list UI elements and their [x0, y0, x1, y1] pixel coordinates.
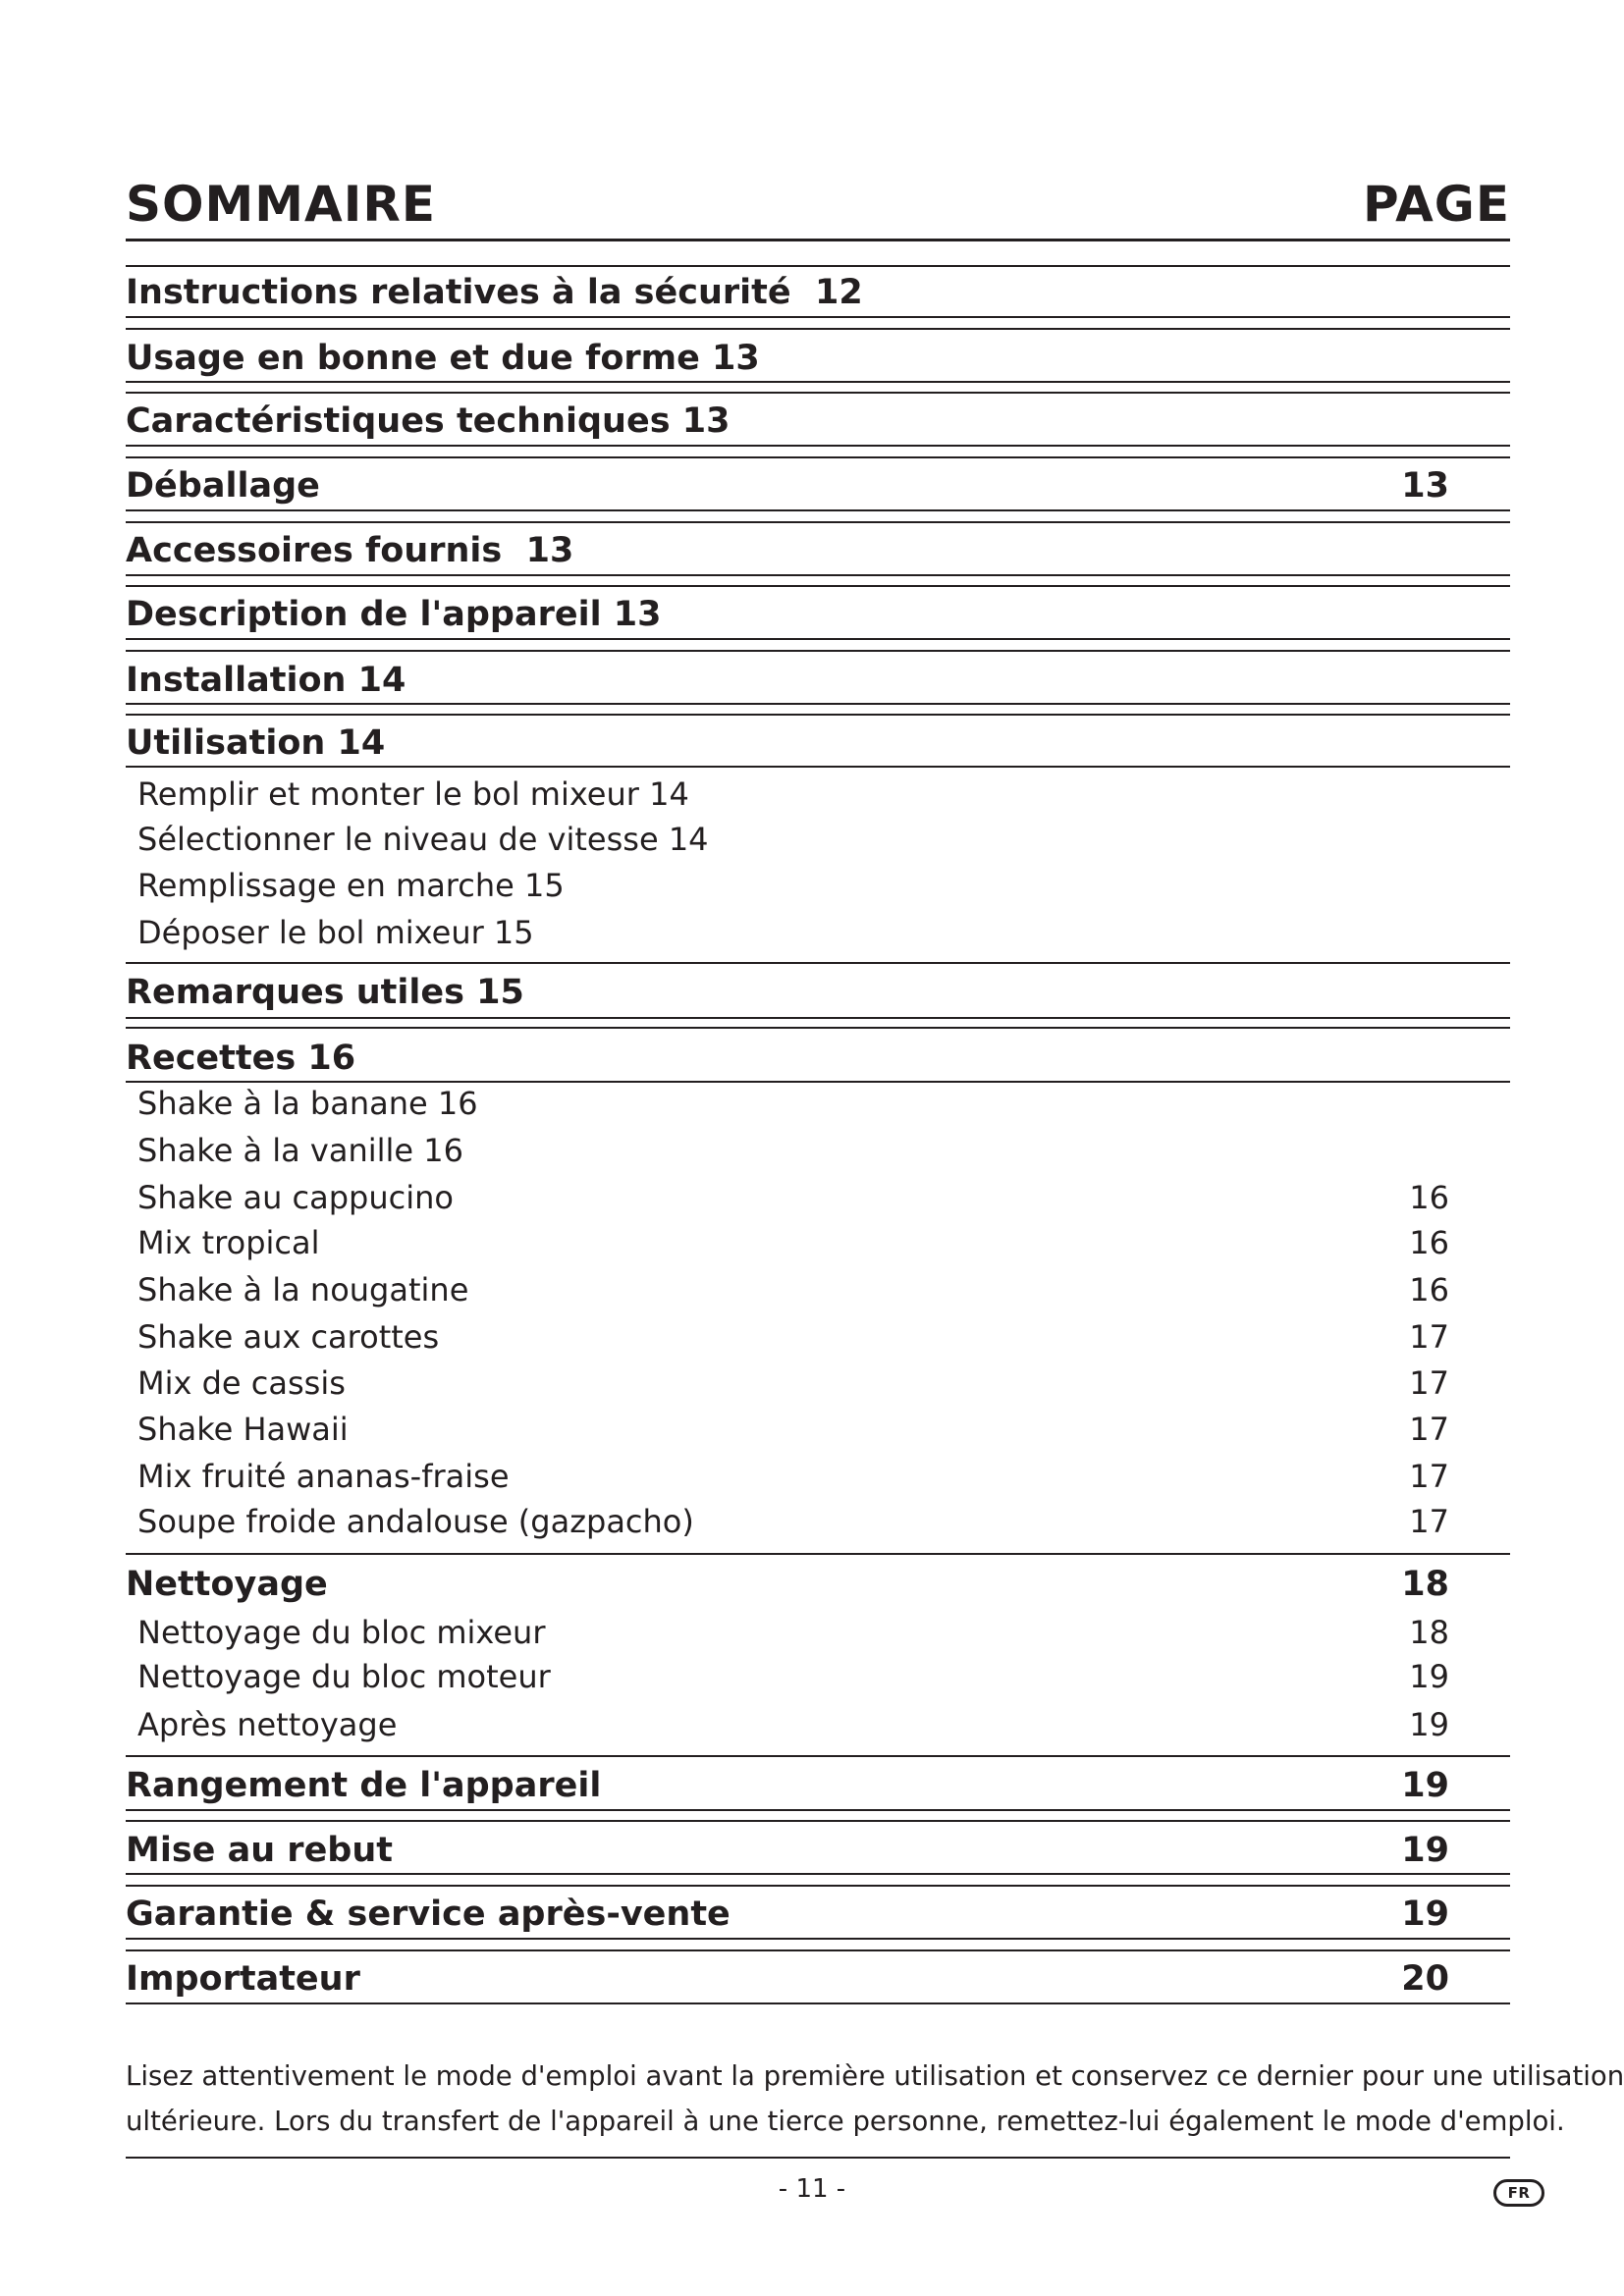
toc-subentry[interactable]: [126, 1131, 1510, 1170]
entry-title: Nettoyage: [126, 1565, 328, 1604]
entry-page: 19: [1401, 1766, 1449, 1805]
entry-title: Installation 14: [126, 661, 406, 700]
entry-page: 20: [1401, 1959, 1449, 1999]
divider: [126, 638, 1510, 640]
toc-entry-description[interactable]: [126, 592, 1510, 637]
divider: [126, 509, 1510, 511]
toc-header: [126, 169, 1510, 240]
entry-title: Usage en bonne et due forme 13: [126, 339, 760, 378]
entry-title: Utilisation 14: [126, 723, 386, 763]
usage-note: [126, 2054, 1624, 2144]
toc-entry-securite[interactable]: [126, 270, 1510, 315]
entry-page: 17: [1409, 1411, 1449, 1448]
entry-page: 18: [1409, 1614, 1449, 1651]
divider: [126, 392, 1510, 394]
entry-page: 17: [1409, 1503, 1449, 1540]
divider: [126, 650, 1510, 652]
divider: [126, 714, 1510, 716]
toc-subentry[interactable]: [126, 1084, 1510, 1123]
toc-title: SOMMAIRE: [126, 176, 436, 233]
entry-title: Shake au cappucino: [137, 1179, 454, 1216]
toc-subentry[interactable]: [126, 774, 1510, 814]
usage-note-line-2: ultérieure. Lors du transfert de l'appareil à une tierce personne, remettez-lui également le mode d'emploi.: [126, 2106, 1565, 2137]
divider: [126, 1820, 1510, 1822]
toc-subentry[interactable]: [126, 1502, 1510, 1541]
toc-entry-importateur[interactable]: [126, 1956, 1510, 2002]
entry-page: 17: [1409, 1364, 1449, 1402]
entry-title: Nettoyage du bloc mixeur: [137, 1614, 546, 1651]
toc-entry-nettoyage[interactable]: [126, 1562, 1510, 1607]
divider: [126, 445, 1510, 447]
entry-title: Déballage: [126, 466, 320, 506]
divider: [126, 1553, 1510, 1555]
divider: [126, 2002, 1510, 2004]
entry-page: 18: [1401, 1565, 1449, 1604]
toc-subentry[interactable]: [126, 1705, 1510, 1744]
footer-rule: [126, 2157, 1510, 2159]
divider: [126, 1017, 1510, 1019]
entry-title: Mix de cassis: [137, 1364, 346, 1402]
toc-subentry[interactable]: [126, 1317, 1510, 1357]
divider: [126, 766, 1510, 768]
entry-page: 16: [1409, 1271, 1449, 1308]
toc-entry-deballage[interactable]: [126, 463, 1510, 508]
page-column-label: PAGE: [1363, 176, 1510, 233]
toc-subentry[interactable]: [126, 866, 1510, 905]
divider: [126, 521, 1510, 523]
entry-title: Accessoires fournis 13: [126, 531, 574, 570]
divider: [126, 1938, 1510, 1940]
toc-subentry[interactable]: [126, 913, 1510, 952]
toc-subentry[interactable]: [126, 1178, 1510, 1217]
usage-note-line-1: Lisez attentivement le mode d'emploi avant la première utilisation et conservez ce dernier pour une utilisation: [126, 2060, 1624, 2092]
divider: [126, 1885, 1510, 1887]
toc-entry-rangement[interactable]: [126, 1763, 1510, 1808]
language-badge: FR: [1493, 2179, 1544, 2207]
entry-title: Importateur: [126, 1959, 360, 1999]
entry-title: Soupe froide andalouse (gazpacho): [137, 1503, 694, 1540]
toc-entry-caracteristiques[interactable]: [126, 399, 1510, 444]
divider: [126, 456, 1510, 458]
toc-subentry[interactable]: [126, 1363, 1510, 1403]
entry-title: Shake à la banane 16: [137, 1085, 478, 1122]
entry-title: Après nettoyage: [137, 1706, 398, 1743]
entry-page: 13: [1401, 466, 1449, 506]
entry-title: Shake aux carottes: [137, 1318, 440, 1356]
entry-title: Caractéristiques techniques 13: [126, 401, 731, 441]
toc-entry-usage[interactable]: [126, 336, 1510, 381]
page-number: - 11 -: [778, 2174, 846, 2204]
divider: [126, 1081, 1510, 1083]
entry-title: Garantie & service après-vente: [126, 1895, 731, 1934]
divider: [126, 703, 1510, 705]
entry-title: Remarques utiles 15: [126, 973, 524, 1012]
toc-entry-installation[interactable]: [126, 658, 1510, 703]
divider: [126, 1755, 1510, 1757]
header-rule: [126, 239, 1510, 241]
divider: [126, 328, 1510, 330]
toc-subentry[interactable]: [126, 1613, 1510, 1652]
toc-subentry[interactable]: [126, 1270, 1510, 1309]
toc-subentry[interactable]: [126, 820, 1510, 859]
toc-entry-accessoires[interactable]: [126, 528, 1510, 573]
toc-subentry[interactable]: [126, 1223, 1510, 1262]
toc-entry-remarques[interactable]: [126, 970, 1510, 1015]
divider: [126, 1809, 1510, 1811]
entry-title: Nettoyage du bloc moteur: [137, 1658, 551, 1695]
entry-title: Shake Hawaii: [137, 1411, 349, 1448]
divider: [126, 585, 1510, 587]
entry-page: 17: [1409, 1458, 1449, 1495]
entry-title: Shake à la nougatine: [137, 1271, 469, 1308]
entry-title: Sélectionner le niveau de vitesse 14: [137, 821, 709, 858]
toc-entry-recettes[interactable]: [126, 1036, 1510, 1081]
entry-title: Remplir et monter le bol mixeur 14: [137, 775, 689, 813]
entry-title: Mise au rebut: [126, 1831, 394, 1870]
entry-title: Remplissage en marche 15: [137, 867, 565, 904]
entry-page: 19: [1401, 1831, 1449, 1870]
entry-title: Rangement de l'appareil: [126, 1766, 602, 1805]
entry-title: Déposer le bol mixeur 15: [137, 914, 534, 951]
entry-title: Description de l'appareil 13: [126, 595, 662, 634]
entry-title: Mix tropical: [137, 1224, 320, 1261]
entry-title: Instructions relatives à la sécurité 12: [126, 273, 863, 312]
divider: [126, 1873, 1510, 1875]
divider: [126, 316, 1510, 318]
entry-page: 19: [1401, 1895, 1449, 1934]
entry-page: 17: [1409, 1318, 1449, 1356]
toc-subentry[interactable]: [126, 1657, 1510, 1696]
entry-title: Shake à la vanille 16: [137, 1132, 463, 1169]
entry-page: 19: [1409, 1658, 1449, 1695]
entry-title: Mix fruité ananas-fraise: [137, 1458, 510, 1495]
entry-page: 19: [1409, 1706, 1449, 1743]
divider: [126, 1949, 1510, 1951]
entry-title: Recettes 16: [126, 1039, 356, 1078]
toc-subentry[interactable]: [126, 1410, 1510, 1449]
toc-entry-rebut[interactable]: [126, 1828, 1510, 1873]
toc-entry-utilisation[interactable]: [126, 721, 1510, 766]
divider: [126, 381, 1510, 383]
toc-subentry[interactable]: [126, 1457, 1510, 1496]
entry-page: 16: [1409, 1179, 1449, 1216]
divider: [126, 1027, 1510, 1029]
entry-page: 16: [1409, 1224, 1449, 1261]
toc-entry-garantie[interactable]: [126, 1892, 1510, 1937]
divider: [126, 962, 1510, 964]
divider: [126, 265, 1510, 267]
divider: [126, 574, 1510, 576]
